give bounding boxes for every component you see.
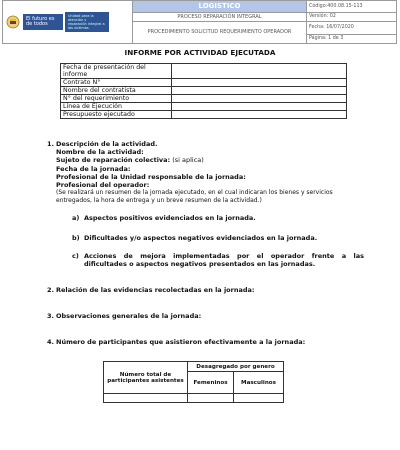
info-value-cell[interactable] bbox=[172, 79, 347, 87]
header-main-title: LOGISTICO bbox=[133, 1, 307, 13]
sub-c-line-2: dificultades o aspectos negativos presentados en las jornadas. bbox=[84, 260, 316, 269]
info-label: Fecha de presentación del informe bbox=[61, 64, 172, 79]
unit-professional-label: Profesional de la Unidad responsable de la jornada: bbox=[56, 172, 246, 181]
logo-slogan: El futuro es de todos bbox=[23, 14, 63, 30]
info-label: N° del requerimiento bbox=[61, 95, 172, 103]
table-row bbox=[61, 95, 347, 103]
document-header bbox=[2, 0, 397, 44]
sub-c-line-1: Acciones de mejora implementadas por el operador frente a las bbox=[84, 252, 364, 260]
operator-professional-label: Profesional del operador: bbox=[56, 181, 150, 190]
male-column-header: Masculinos bbox=[234, 372, 284, 394]
info-label: Nombre del contratista bbox=[61, 87, 172, 95]
info-label: Línea de Ejecución bbox=[61, 103, 172, 111]
header-page: Página: 1 de 3 bbox=[307, 34, 397, 43]
header-date: Fecha: 16/07/2020 bbox=[307, 21, 397, 34]
info-value-cell[interactable] bbox=[172, 95, 347, 103]
header-logo-cell bbox=[3, 1, 133, 44]
report-info-table bbox=[60, 63, 347, 119]
logo-entity-name: Unidad para la atención y reparación integral a las víctimas bbox=[65, 12, 109, 32]
colombia-seal-icon bbox=[6, 15, 20, 29]
info-value-cell[interactable] bbox=[172, 111, 347, 119]
section-4-number: 4. bbox=[47, 338, 54, 346]
table-row bbox=[61, 79, 347, 87]
sub-b-text: Dificultades y/o aspectos negativos evidenciados en la jornada. bbox=[84, 234, 318, 242]
header-process: PROCESO REPARACIÓN INTEGRAL bbox=[133, 12, 307, 21]
collective-subject-note: (si aplica) bbox=[170, 156, 204, 165]
table-row bbox=[61, 87, 347, 95]
section-1-title: Descripción de la actividad. bbox=[56, 140, 158, 148]
activity-name-label: Nombre de la actividad: bbox=[56, 148, 144, 157]
section-2-text: Relación de las evidencias recolectadas en la jornada: bbox=[56, 286, 255, 294]
sub-b-label: b) bbox=[72, 234, 80, 242]
total-value-cell[interactable] bbox=[104, 394, 188, 403]
gender-breakdown-header: Desagregado por genero bbox=[188, 362, 284, 372]
collective-subject-line bbox=[56, 156, 366, 164]
collective-subject-label: Sujeto de reparación colectiva: bbox=[56, 156, 171, 165]
info-value-cell[interactable] bbox=[172, 87, 347, 95]
page-title: INFORME POR ACTIVIDAD EJECUTADA bbox=[124, 48, 276, 57]
header-version: Versión: 02 bbox=[307, 12, 397, 21]
sub-a-label: a) bbox=[72, 214, 80, 222]
section-4-text: Número de participantes que asistieron efectivamente a la jornada: bbox=[56, 338, 306, 346]
female-column-header: Femeninos bbox=[188, 372, 234, 394]
section-1-body bbox=[56, 140, 366, 204]
sub-c-text bbox=[84, 252, 364, 268]
session-date-label: Fecha de la jornada: bbox=[56, 164, 131, 173]
table-row bbox=[104, 394, 284, 403]
total-participants-header: Número total de participantes asistentes bbox=[104, 362, 188, 394]
section-1-number: 1. bbox=[47, 140, 54, 148]
participants-table bbox=[103, 361, 284, 403]
table-row bbox=[61, 111, 347, 119]
table-row bbox=[61, 64, 347, 79]
table-row bbox=[104, 362, 284, 372]
section-3-number: 3. bbox=[47, 312, 54, 320]
info-value-cell[interactable] bbox=[172, 103, 347, 111]
summary-instruction: (Se realizará un resumen de la jornada ejecutado, en el cual indicaran los bienes y servicios entregados, la hora de entrega y un breve resumen de la actividad.) bbox=[56, 189, 333, 204]
sub-c-label: c) bbox=[72, 252, 79, 260]
table-row bbox=[61, 103, 347, 111]
section-2-number: 2. bbox=[47, 286, 54, 294]
info-label: Contrato N° bbox=[61, 79, 172, 87]
sub-a-text: Aspectos positivos evidenciados en la jornada. bbox=[84, 214, 256, 222]
info-value-cell[interactable] bbox=[172, 64, 347, 79]
section-3-text: Observaciones generales de la jornada: bbox=[56, 312, 202, 320]
info-label: Presupuesto ejecutado bbox=[61, 111, 172, 119]
header-code: Código:400.08.15-113 bbox=[307, 1, 397, 13]
male-value-cell[interactable] bbox=[234, 394, 284, 403]
header-procedure: PROCEDIMIENTO SOLICITUD REQUERIMIENTO OPERADOR bbox=[133, 21, 307, 43]
female-value-cell[interactable] bbox=[188, 394, 234, 403]
